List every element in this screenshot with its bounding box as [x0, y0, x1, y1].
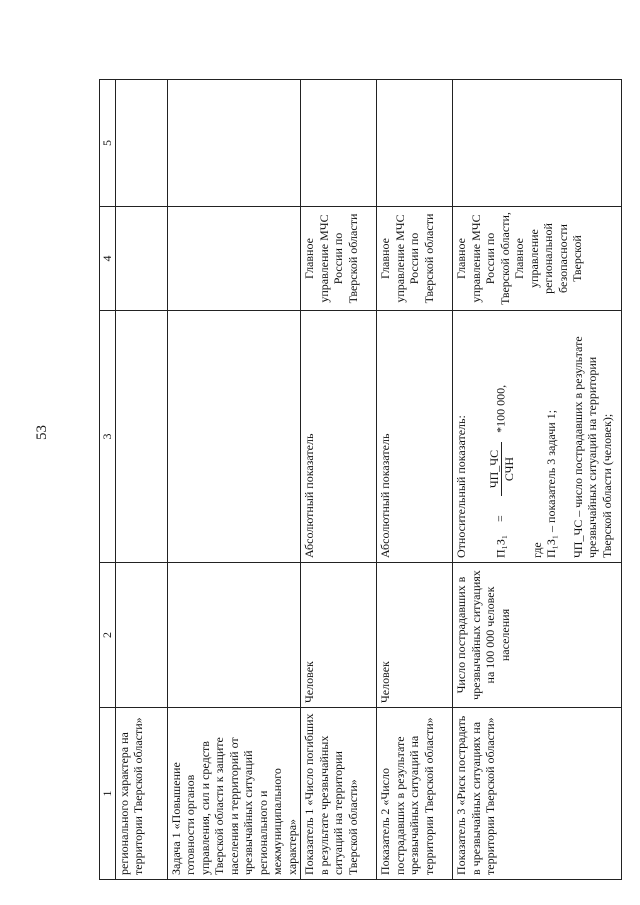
- table-row: [167, 80, 301, 880]
- formula-intro: Относительный показатель:: [454, 415, 468, 558]
- formula-definition-2: ЧП_ЧС – число пострадавших в результате чрезвычайных ситуаций на территории Тверской области (человек);: [570, 336, 614, 558]
- cell-source: Главное управление МЧС России по Тверской области: [377, 207, 453, 311]
- cell-unit: Человек: [301, 563, 377, 708]
- cell-extra: [301, 80, 377, 207]
- cell-source: Главное управление МЧС России по Тверской области, Главное управление региональной безопасности Тверской: [453, 207, 622, 311]
- table-row: [301, 80, 377, 880]
- table-row: [453, 80, 622, 880]
- formula-numerator: ЧП_ЧС: [487, 442, 502, 496]
- cell-name: Показатель 3 «Риск пострадать в чрезвычайных ситуациях на территории Тверской области»: [453, 708, 622, 880]
- cell-unit: Число пострадавших в чрезвычайных ситуациях на 100 000 человек населения: [453, 563, 622, 708]
- cell-extra: [453, 80, 622, 207]
- cell-unit: [115, 563, 167, 708]
- cell-name: Задача 1 «Повышение готовности органов управления, сил и средств Тверской области к защите населения и территорий от чрезвычайных ситуаций регионального и межмуниципального характера»: [167, 708, 301, 880]
- cell-name: Показатель 1 «Число погибших в результате чрезвычайных ситуаций на территории Тверской области»: [301, 708, 377, 880]
- formula-fraction: [487, 442, 516, 496]
- formula-where: где: [529, 542, 544, 558]
- cell-source: [167, 207, 301, 311]
- cell-unit: [167, 563, 301, 708]
- rotated-table-wrapper: [99, 80, 622, 880]
- header-col-1: 1: [100, 708, 116, 880]
- indicators-table: [99, 79, 622, 880]
- table-header-row: [100, 80, 116, 880]
- table-row: [377, 80, 453, 880]
- cell-source: [115, 207, 167, 311]
- spacer: [559, 315, 571, 558]
- cell-method: Абсолютный показатель: [301, 311, 377, 563]
- cell-name: Показатель 2 «Число пострадавших в результате чрезвычайных ситуаций на территории Тверской области»: [377, 708, 453, 880]
- cell-name: регионального характера на территории Тверской области»: [115, 708, 167, 880]
- header-col-5: 5: [100, 80, 116, 207]
- cell-extra: [115, 80, 167, 207]
- formula-lhs: П₁З₁: [492, 534, 507, 558]
- cell-method: [115, 311, 167, 563]
- formula: [487, 315, 516, 558]
- cell-unit: Человек: [377, 563, 453, 708]
- formula-equals: =: [492, 515, 507, 522]
- cell-extra: [377, 80, 453, 207]
- cell-method-formula: [453, 311, 622, 563]
- header-col-2: 2: [100, 563, 116, 708]
- cell-method: Абсолютный показатель: [377, 311, 453, 563]
- page-number: 53: [34, 425, 50, 440]
- header-col-4: 4: [100, 207, 116, 311]
- cell-source: Главное управление МЧС России по Тверской области: [301, 207, 377, 311]
- cell-method: [167, 311, 301, 563]
- header-col-3: 3: [100, 311, 116, 563]
- formula-denominator: СЧН: [501, 456, 516, 482]
- cell-extra: [167, 80, 301, 207]
- formula-definition-1: П₁З₁ – показатель 3 задачи 1;: [544, 409, 558, 558]
- table-row: [115, 80, 167, 880]
- formula-multiplier: *100 000,: [492, 384, 507, 433]
